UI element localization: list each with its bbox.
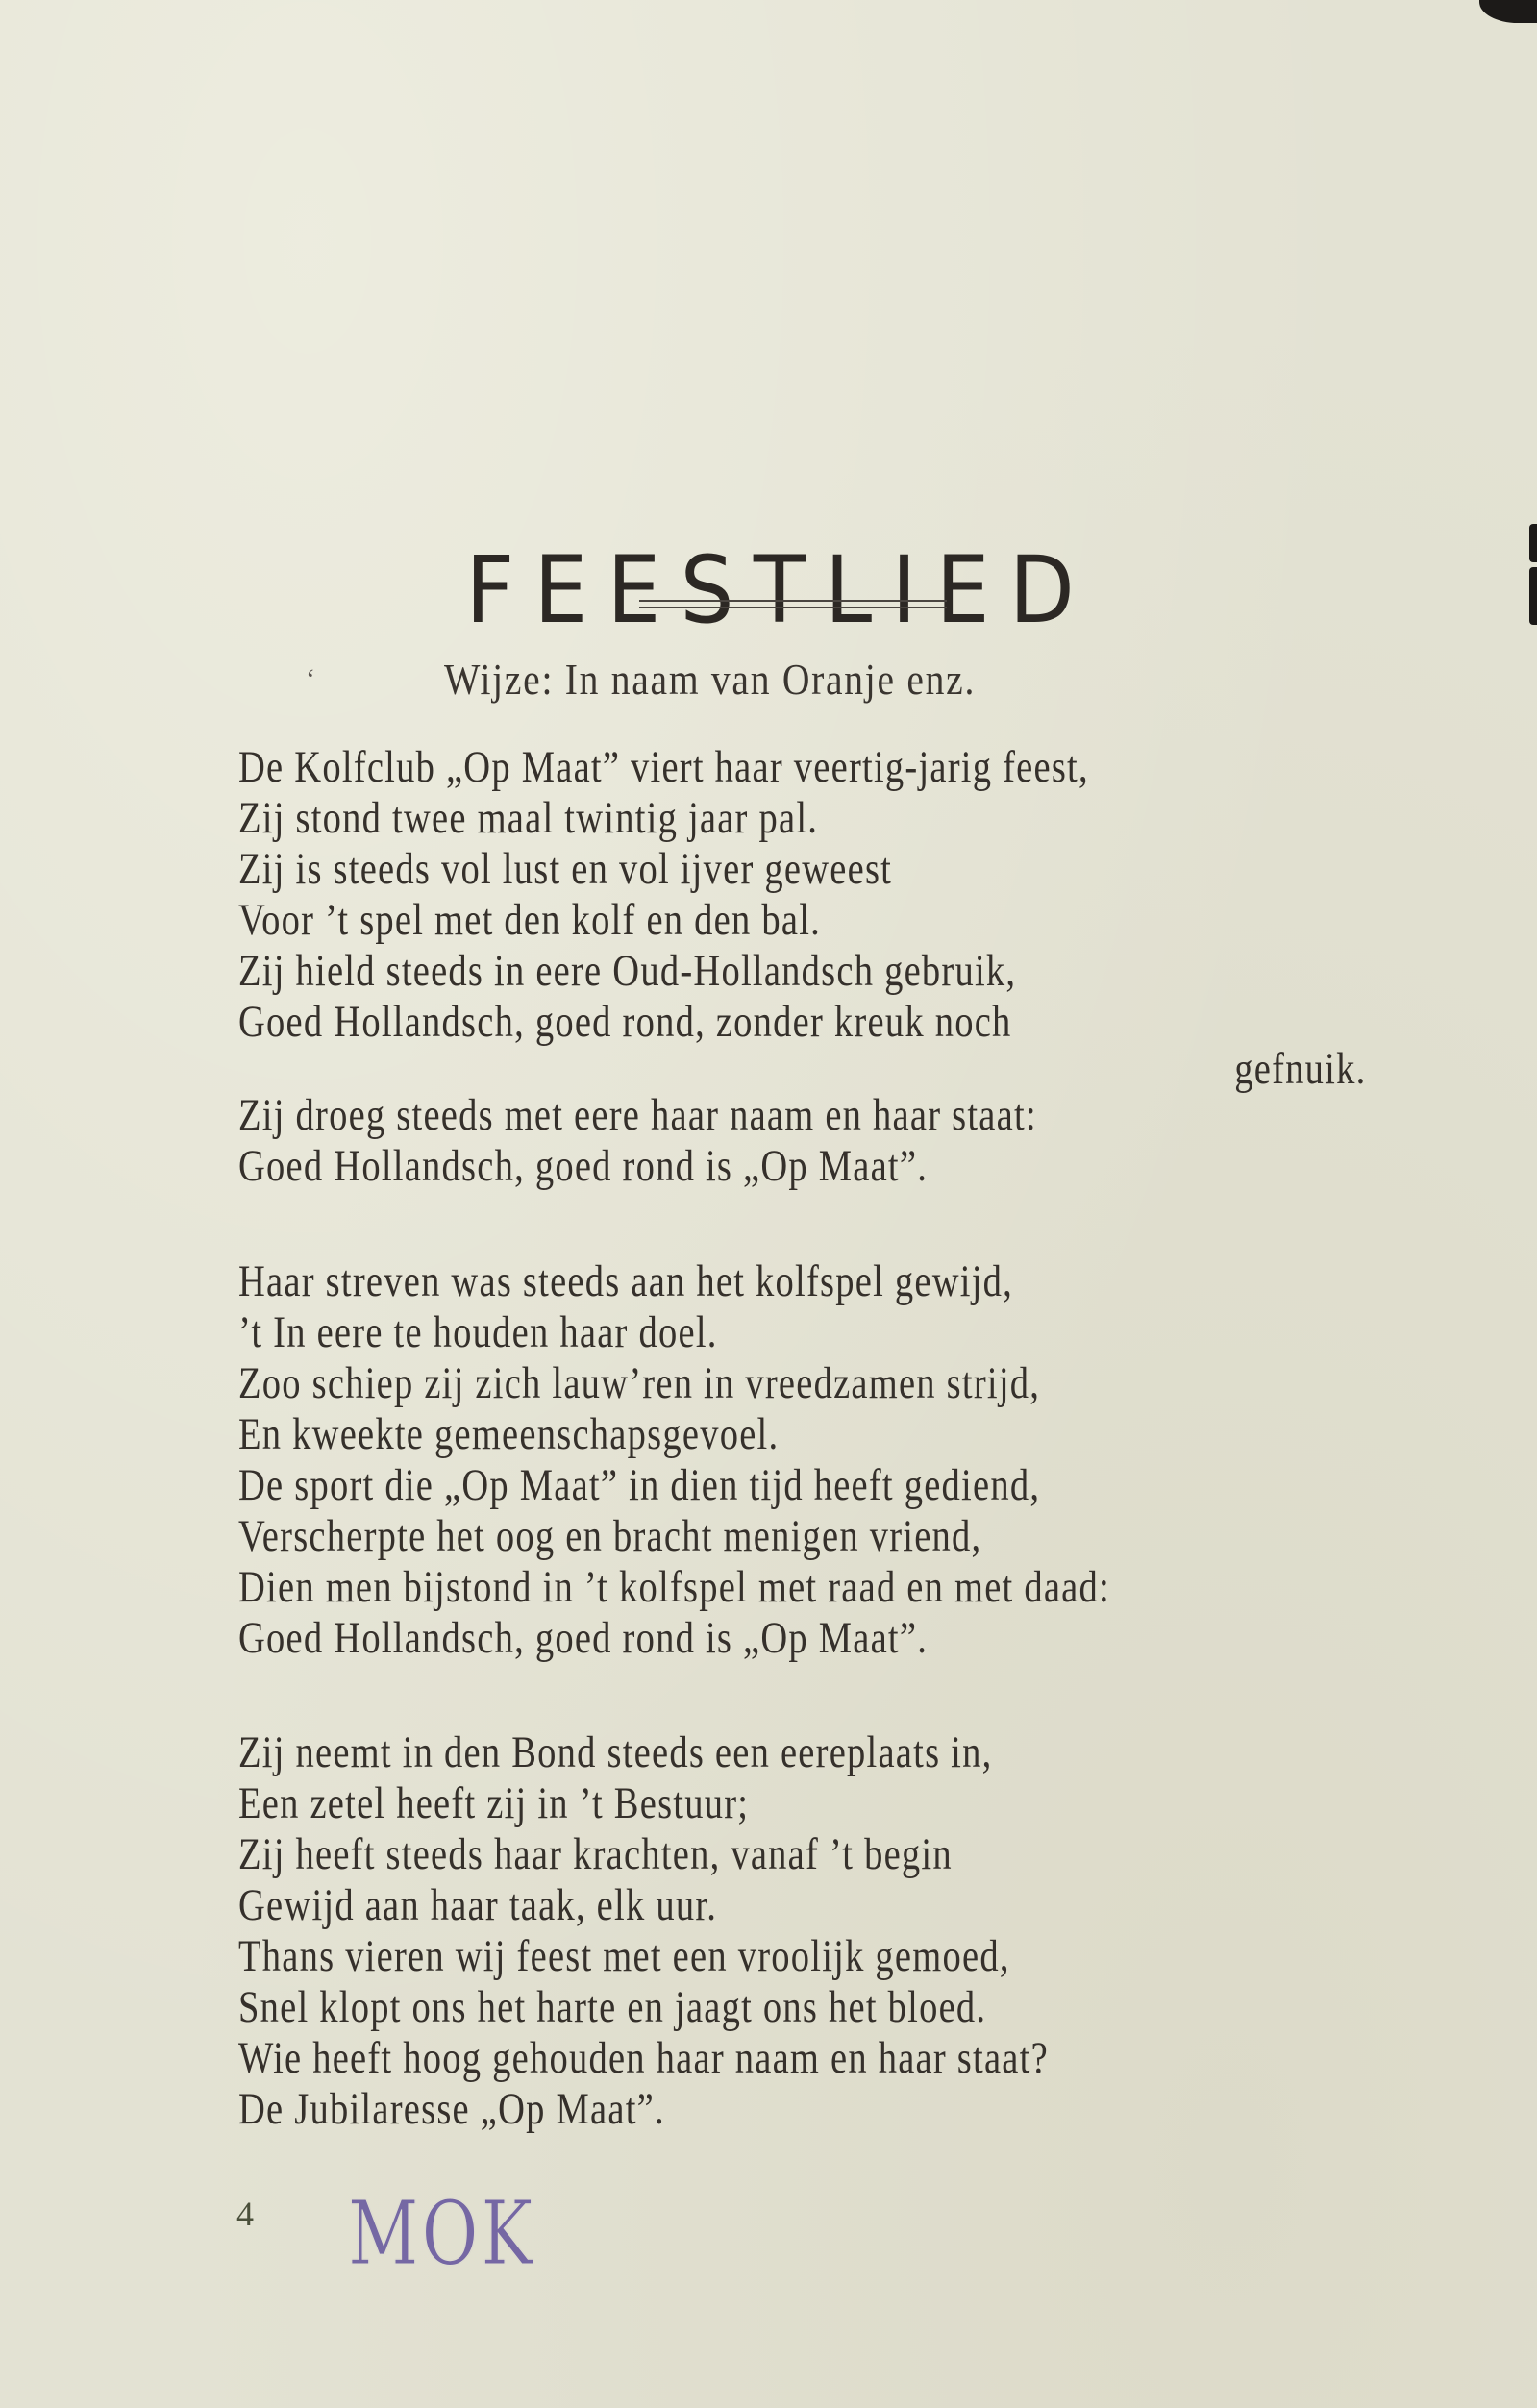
verse-line: Zij is steeds vol lust en vol ijver geweest bbox=[238, 844, 893, 894]
title-double-rule bbox=[639, 600, 947, 608]
verse-line: Goed Hollandsch, goed rond is „Op Maat”. bbox=[238, 1613, 929, 1663]
page-edge-shadow bbox=[1529, 524, 1537, 562]
verse-line: Dien men bijstond in ’t kolfspel met raad en met daad: bbox=[238, 1562, 1110, 1612]
verse-line: Zoo schiep zij zich lauw’ren in vreedzamen strijd, bbox=[238, 1358, 1041, 1408]
verse-line: Gewijd aan haar taak, elk uur. bbox=[238, 1880, 718, 1930]
stanza-3 bbox=[238, 1727, 1373, 2135]
verse-line: Zij hield steeds in eere Oud-Hollandsch gebruik, bbox=[238, 946, 1017, 996]
verse-line: De sport die „Op Maat” in dien tijd heeft gediend, bbox=[238, 1460, 1041, 1510]
page-number: 4 bbox=[236, 2195, 254, 2233]
stray-mark: ‘ bbox=[306, 663, 315, 695]
verse-line: Snel klopt ons het harte en jaagt ons het bloed. bbox=[238, 1982, 987, 2032]
verse-line: Goed Hollandsch, goed rond, zonder kreuk noch bbox=[238, 997, 1012, 1047]
verse-line: Thans vieren wij feest met een vroolijk gemoed, bbox=[238, 1931, 1010, 1981]
page-title: FEESTLIED bbox=[465, 536, 1095, 645]
tune-subtitle: Wijze: In naam van Oranje enz. bbox=[444, 655, 977, 704]
stanza-2 bbox=[238, 1256, 1373, 1664]
stamp-text: MOK bbox=[348, 2182, 536, 2285]
verse-line: Wie heeft hoog gehouden haar naam en haar staat? bbox=[238, 2033, 1049, 2083]
verse-line-continuation: gefnuik. bbox=[1234, 1044, 1367, 1094]
verse-line: Verscherpte het oog en bracht menigen vriend, bbox=[238, 1511, 982, 1561]
verse-line: Zij neemt in den Bond steeds een eereplaats in, bbox=[238, 1727, 993, 1777]
verse-line: De Kolfclub „Op Maat” viert haar veertig-jarig feest, bbox=[238, 742, 1089, 792]
verse-line: De Jubilaresse „Op Maat”. bbox=[238, 2084, 665, 2134]
verse-line: Voor ’t spel met den kolf en den bal. bbox=[238, 895, 822, 945]
verse-line: En kweekte gemeenschapsgevoel. bbox=[238, 1409, 780, 1459]
stanza-1 bbox=[238, 742, 1373, 1192]
verse-line: Zij stond twee maal twintig jaar pal. bbox=[238, 793, 819, 843]
page-edge-shadow bbox=[1529, 567, 1537, 625]
library-stamp bbox=[348, 2182, 535, 2285]
page-corner-shadow bbox=[1479, 0, 1537, 23]
verse-line: Haar streven was steeds aan het kolfspel gewijd, bbox=[238, 1256, 1014, 1306]
verse-line: ’t In eere te houden haar doel. bbox=[238, 1307, 718, 1357]
verse-line: Zij heeft steeds haar krachten, vanaf ’t begin bbox=[238, 1829, 953, 1879]
verse-line: Goed Hollandsch, goed rond is „Op Maat”. bbox=[238, 1141, 929, 1191]
verse-line: Een zetel heeft zij in ’t Bestuur; bbox=[238, 1778, 750, 1828]
verse-line: Zij droeg steeds met eere haar naam en haar staat: bbox=[238, 1090, 1037, 1140]
